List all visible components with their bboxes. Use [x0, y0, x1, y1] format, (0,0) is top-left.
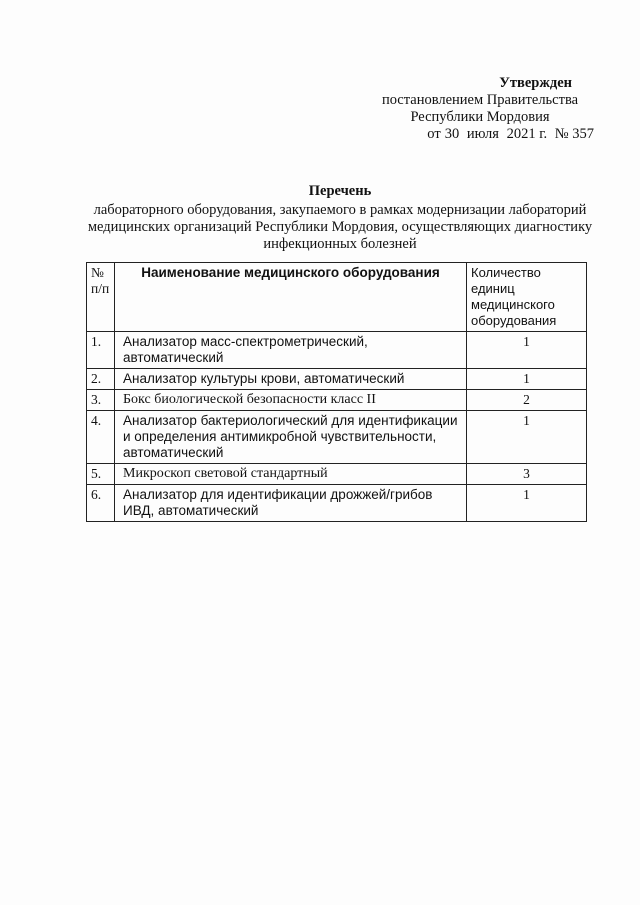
row-qty: 1	[467, 369, 587, 390]
row-qty: 1	[467, 485, 587, 522]
approval-dateline	[360, 126, 600, 143]
row-qty: 1	[467, 332, 587, 369]
table-header-row	[87, 263, 587, 332]
equipment-table	[86, 262, 587, 522]
row-name: Анализатор культуры крови, автоматический	[115, 369, 467, 390]
document-title: Перечень	[308, 183, 372, 199]
table-row	[87, 390, 587, 411]
approval-line-2: Республики Мордовия	[410, 109, 550, 125]
date-day: 30	[444, 126, 460, 142]
table-row	[87, 485, 587, 522]
date-prefix: от	[427, 126, 441, 142]
document-subtitle: лабораторного оборудования, закупаемого в рамках модернизации лабораторий медицинских организаций Республики Мордовия, осуществляющих диагностику инфекционных болезней	[87, 202, 593, 252]
row-num: 1.	[87, 332, 115, 369]
title-block	[70, 183, 610, 253]
row-qty: 1	[467, 411, 587, 464]
row-name: Бокс биологической безопасности класс II	[115, 390, 467, 411]
row-name: Микроскоп световой стандартный	[115, 464, 467, 485]
approval-block	[360, 75, 600, 143]
row-num: 6.	[87, 485, 115, 522]
row-num: 3.	[87, 390, 115, 411]
table-row	[87, 369, 587, 390]
approval-line-1: постановлением Правительства	[381, 92, 579, 108]
row-name: Анализатор масс-спектрометрический, автоматический	[115, 332, 467, 369]
row-qty: 3	[467, 464, 587, 485]
table-row	[87, 464, 587, 485]
approval-heading: Утвержден	[499, 75, 572, 91]
table-row	[87, 332, 587, 369]
row-name: Анализатор бактериологический для идентификации и определения антимикробной чувствительности, автоматический	[115, 411, 467, 464]
header-num: № п/п	[87, 263, 115, 332]
header-name: Наименование медицинского оборудования	[115, 263, 467, 332]
date-year: 2021 г.	[506, 126, 548, 142]
table-row	[87, 411, 587, 464]
row-num: 2.	[87, 369, 115, 390]
row-num: 4.	[87, 411, 115, 464]
header-qty: Количество единиц медицинского оборудования	[467, 263, 587, 332]
row-qty: 2	[467, 390, 587, 411]
decree-number: № 357	[554, 126, 594, 142]
row-num: 5.	[87, 464, 115, 485]
row-name: Анализатор для идентификации дрожжей/грибов ИВД, автоматический	[115, 485, 467, 522]
date-month: июля	[466, 126, 499, 142]
